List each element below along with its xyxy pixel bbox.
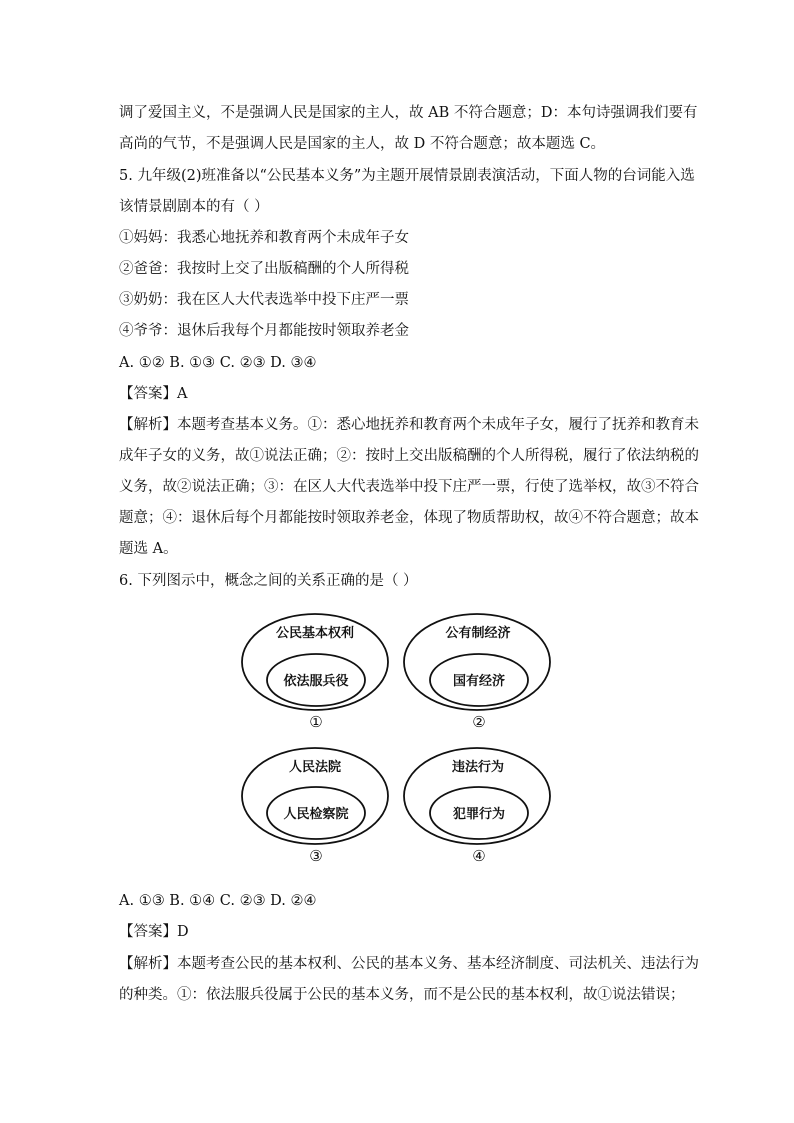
inner-label-4: 犯罪行为 [452, 807, 506, 822]
q5-options: A. ①② B. ①③ C. ②③ D. ③④ [119, 355, 317, 371]
q5-item-4: ④爷爷：退休后我每个月都能按时领取养老金 [119, 323, 409, 339]
q5-analysis-line-3: 义务，故②说法正确；③：在区人大代表选举中投下庄严一票，行使了选举权，故③不符合 [119, 479, 699, 495]
venn-diagram-2 [404, 614, 550, 731]
inner-label-1: 依法服兵役 [283, 674, 349, 689]
q5-item-1: ①妈妈：我悉心地抚养和教育两个未成年子女 [119, 230, 409, 246]
venn-diagram-1 [242, 614, 388, 731]
q6-stem: 6. 下列图示中，概念之间的关系正确的是（ ） [119, 573, 418, 589]
q6-options: A. ①③ B. ①④ C. ②③ D. ②④ [119, 893, 317, 909]
outer-label-1: 公民基本权利 [275, 626, 355, 641]
diagram-number-1: ① [309, 713, 323, 731]
q5-analysis-line-1: 【解析】本题考查基本义务。①：悉心地抚养和教育两个未成年子女，履行了抚养和教育未 [119, 417, 699, 433]
q5-item-3: ③奶奶：我在区人大代表选举中投下庄严一票 [119, 292, 409, 308]
q5-stem-line-1: 5. 九年级(2)班准备以“公民基本义务”为主题开展情景剧表演活动，下面人物的台词能入选 [119, 168, 695, 184]
inner-label-3: 人民检察院 [283, 807, 349, 822]
q5-stem-line-2: 该情景剧剧本的有（ ） [119, 199, 269, 215]
q6-answer: 【答案】D [119, 924, 189, 940]
diagram-number-2: ② [472, 713, 486, 731]
q5-analysis-line-4: 题意；④：退休后每个月都能按时领取养老金，体现了物质帮助权，故④不符合题意；故本 [119, 510, 699, 526]
q5-item-2: ②爸爸：我按时上交了出版稿酬的个人所得税 [119, 261, 409, 277]
venn-diagram-4 [404, 748, 550, 865]
q6-analysis-line-2: 的种类。①：依法服兵役属于公民的基本义务，而不是公民的基本权利，故①说法错误； [119, 987, 685, 1003]
intro-line-1: 调了爱国主义，不是强调人民是国家的主人，故 AB 不符合题意；D：本句诗强调我们要有 [119, 105, 698, 121]
diagram-number-4: ④ [472, 847, 486, 865]
q5-analysis-line-5: 题选 A。 [119, 541, 178, 557]
q5-answer: 【答案】A [119, 386, 188, 402]
outer-label-4: 违法行为 [451, 760, 505, 775]
diagram-number-3: ③ [309, 847, 323, 865]
inner-label-2: 国有经济 [452, 674, 506, 689]
q5-analysis-line-2: 成年子女的义务，故①说法正确；②：按时上交出版稿酬的个人所得税，履行了依法纳税的 [119, 448, 699, 464]
intro-line-2: 高尚的气节，不是强调人民是国家的主人，故 D 不符合题意；故本题选 C。 [119, 136, 606, 152]
venn-diagram-3 [242, 748, 388, 865]
outer-label-3: 人民法院 [288, 760, 342, 775]
outer-label-2: 公有制经济 [445, 626, 511, 641]
q6-analysis-line-1: 【解析】本题考查公民的基本权利、公民的基本义务、基本经济制度、司法机关、违法行为 [119, 956, 699, 972]
